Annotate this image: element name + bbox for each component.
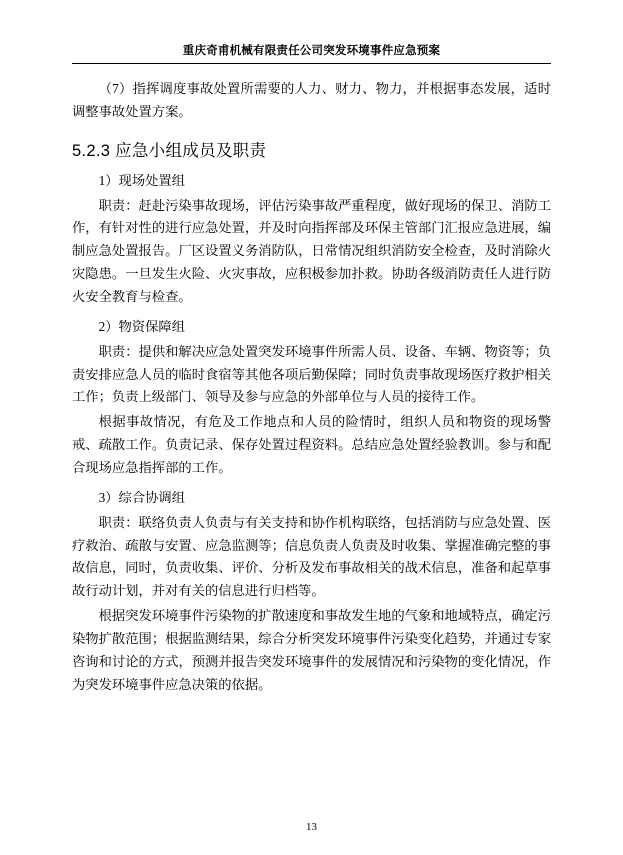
- subheading-group-3: 3）综合协调组: [98, 489, 186, 505]
- subheading-group-2: 2）物资保障组: [98, 318, 186, 334]
- subheading-group-1: 1）现场处置组: [98, 172, 186, 188]
- page-content: [72, 42, 551, 699]
- paragraph-group-1-body: 职责：赶赴污染事故现场，评估污染事故严重程度，做好现场的保卫、消防工作，有针对性的进行应急处置，并及时向指挥部及环保主管部门汇报应急进展，编制应急处置报告。厂区设置义务消防队，日常情况组织消防安全检查，及时消除火灾隐患。一旦发生火险、火灾事故，应积极参加扑救。协助各级消防责任人进行防火安全教育与检查。: [72, 197, 551, 305]
- page-header-title: 重庆奇甫机械有限责任公司突发环境事件应急预案: [182, 45, 441, 57]
- paragraph-group-3-body-2: 根据突发环境事件污染物的扩散速度和事故发生地的气象和地域特点，确定污染物扩散范围；根据监测结果，综合分析突发环境事件污染变化趋势，并通过专家咨询和讨论的方式，预测并报告突发环境事件的发展情况和污染物的变化情况，作为突发环境事件应急决策的依据。: [72, 608, 551, 692]
- header-divider: [72, 63, 551, 64]
- page-number: 13: [306, 821, 317, 833]
- paragraph-group-2-body: 职责：提供和解决应急处置突发环境事件所需人员、设备、车辆、物资等；负责安排应急人员的临时食宿等其他各项后勤保障；同时负责事故现场医疗救护相关工作；负责上级部门、领导及参与应急的外部单位与人员的接待工作。: [72, 343, 551, 405]
- paragraph-group-3-body: 职责：联络负责人负责与有关支持和协作机构联络，包括消防与应急处置、医疗救治、疏散与安置、应急监测等；信息负责人负责及时收集、掌握准确完整的事故信息，同时，负责收集、评价、分析及发布事故相关的战术信息，准备和起草事故行动计划，并对有关的信息进行归档等。: [72, 514, 551, 599]
- section-heading-5-2-3: 5.2.3 应急小组成员及职责: [72, 141, 267, 160]
- paragraph-group-2-body-2: 根据事故情况，有危及工作地点和人员的险情时，组织人员和物资的现场警戒、疏散工作。负责记录、保存处置过程资料。总结应急处置经验教训。参与和配合现场应急指挥部的工作。: [72, 414, 551, 476]
- paragraph-item-7: （7）指挥调度事故处置所需要的人力、财力、物力，并根据事态发展，适时调整事故处置方案。: [72, 81, 551, 119]
